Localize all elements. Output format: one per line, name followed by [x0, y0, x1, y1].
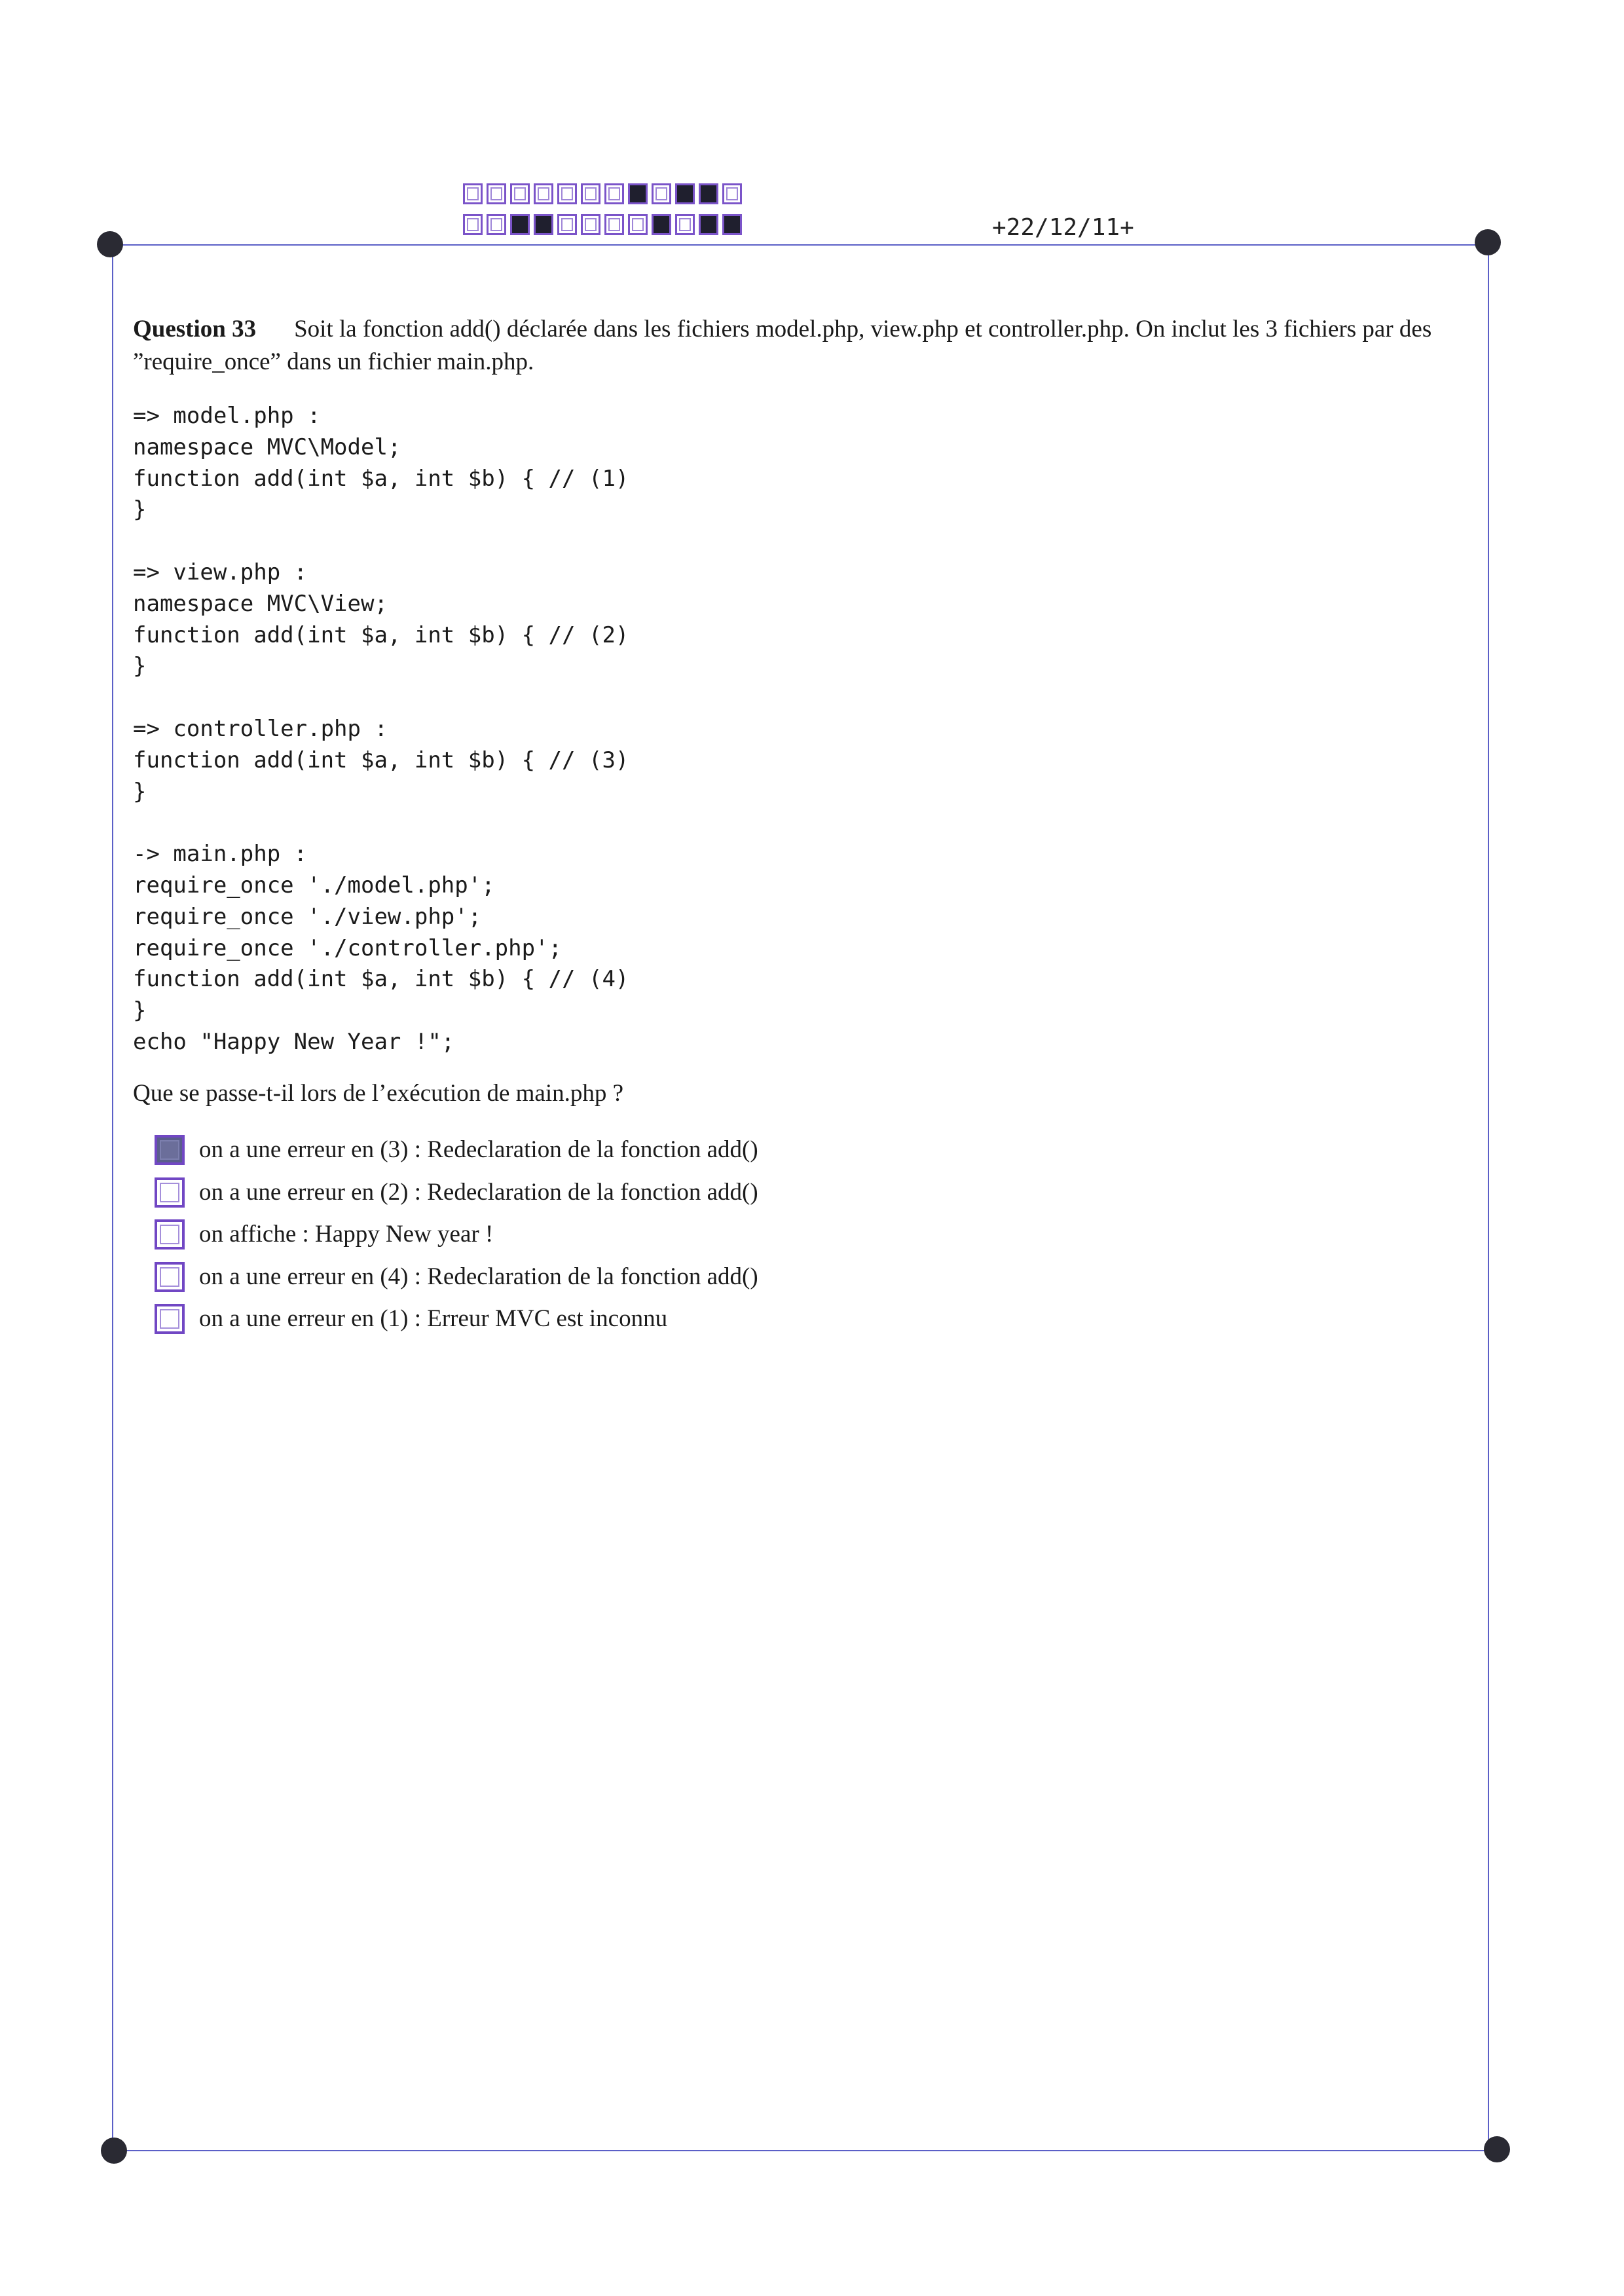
barcode-cell-1-11	[699, 183, 718, 204]
frame-bottom-line	[114, 2150, 1496, 2151]
page-id: +22/12/11+	[992, 214, 1134, 241]
corner-mark-bottom-right	[1484, 2136, 1510, 2162]
answer-choices	[155, 1129, 758, 1341]
barcode-cell-1-1	[463, 183, 483, 204]
barcode-cell-2-7	[604, 214, 624, 235]
barcode-cell-2-5	[557, 214, 577, 235]
barcode-cell-1-8	[628, 183, 648, 204]
barcode-cell-2-9	[652, 214, 671, 235]
barcode-cell-2-12	[722, 214, 742, 235]
choice-4[interactable]	[155, 1256, 758, 1299]
corner-mark-bottom-left	[101, 2138, 127, 2164]
choice-1[interactable]	[155, 1129, 758, 1172]
barcode-cell-2-2	[487, 214, 506, 235]
choice-3[interactable]	[155, 1213, 758, 1256]
barcode-cell-1-4	[534, 183, 553, 204]
barcode-cell-2-1	[463, 214, 483, 235]
question-label: Question 33	[133, 316, 257, 343]
barcode-cell-1-9	[652, 183, 671, 204]
frame-right-line	[1488, 244, 1489, 2151]
barcode-row-2	[463, 214, 746, 235]
barcode-cell-1-10	[675, 183, 695, 204]
code-listing: => model.php : namespace MVC\Model; function add(int $a, int $b) { // (1) } => view.php : namespace MVC\View; function add(int $a, int $b) { // (2) } => controller.php : function add(int $a, int $b) { // (3) } -> main.php : require_once './model.php'; require_once './view.php'; require_once './controller.php'; function add(int $a, int $b) { // (4) } echo "Happy New Year !";	[133, 403, 629, 1055]
question-block	[133, 313, 1469, 379]
frame-left-line	[112, 244, 113, 2151]
checkbox-1[interactable]	[155, 1135, 185, 1165]
choice-4-label: on a une erreur en (4) : Redeclaration de la fonction add()	[199, 1263, 758, 1290]
barcode-cell-1-2	[487, 183, 506, 204]
corner-mark-top-left	[97, 231, 123, 257]
frame-top-line	[109, 244, 1489, 246]
question-prompt: Que se passe-t-il lors de l’exécution de main.php ?	[133, 1080, 624, 1107]
barcode-cell-1-5	[557, 183, 577, 204]
barcode-cell-1-7	[604, 183, 624, 204]
choice-2[interactable]	[155, 1172, 758, 1214]
barcode-cell-1-12	[722, 183, 742, 204]
barcode-cell-2-8	[628, 214, 648, 235]
barcode-cell-2-6	[581, 214, 600, 235]
corner-mark-top-right	[1475, 229, 1501, 255]
choice-1-label: on a une erreur en (3) : Redeclaration de la fonction add()	[199, 1136, 758, 1164]
barcode-cell-2-4	[534, 214, 553, 235]
barcode-row-1	[463, 183, 746, 204]
barcode-cell-1-3	[510, 183, 530, 204]
barcode-cell-2-11	[699, 214, 718, 235]
checkbox-2[interactable]	[155, 1177, 185, 1208]
choice-5[interactable]	[155, 1298, 758, 1341]
checkbox-3[interactable]	[155, 1219, 185, 1250]
choice-3-label: on affiche : Happy New year !	[199, 1221, 494, 1248]
choice-2-label: on a une erreur en (2) : Redeclaration de la fonction add()	[199, 1178, 758, 1206]
barcode-cell-2-10	[675, 214, 695, 235]
barcode-cell-1-6	[581, 183, 600, 204]
checkbox-4[interactable]	[155, 1262, 185, 1292]
choice-5-label: on a une erreur en (1) : Erreur MVC est inconnu	[199, 1305, 668, 1333]
barcode-cell-2-3	[510, 214, 530, 235]
checkbox-5[interactable]	[155, 1304, 185, 1334]
question-text: Soit la fonction add() déclarée dans les fichiers model.php, view.php et controller.php. On inclut les 3 fichiers par des ”require_once” dans un fichier main.php.	[133, 316, 1432, 375]
